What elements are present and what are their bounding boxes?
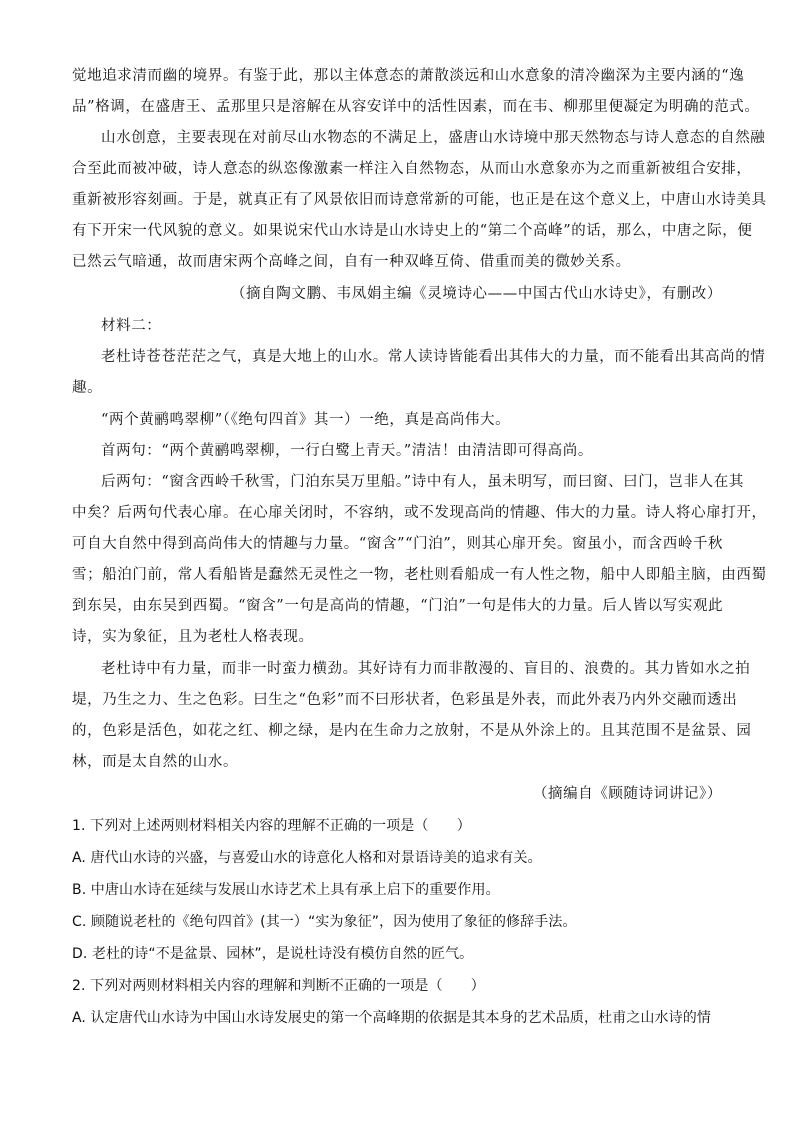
text-line: 趣。	[72, 380, 103, 396]
text-line: 合至此而被冲破，诗人意态的纵恣像激素一样注入自然物态，从而山水意象亦为之而重新被组合安排，	[72, 161, 752, 177]
question-stem: 1. 下列对上述两则材料相关内容的理解不正确的一项是（ ）	[72, 818, 471, 834]
option-a: A. 唐代山水诗的兴盛，与喜爱山水的诗意化人格和对景语诗美的追求有关。	[72, 850, 542, 866]
text-line: 老杜诗苍苍茫茫之气，真是大地上的山水。常人读诗皆能看出其伟大的力量，而不能看出其高尚的情	[101, 349, 766, 365]
text-line: 到东吴，由东吴到西蜀。“窗含”一句是高尚的情趣，“门泊”一句是伟大的力量。后人皆以写实观此	[72, 598, 724, 614]
text-line: 重新被形容刻画。于是，就真正有了风景依旧而诗意常新的可能，也正是在这个意义上，中唐山水诗美具	[72, 192, 767, 208]
option-d: D. 老杜的诗“不是盆景、园林”，是说杜诗没有模仿自然的匠气。	[72, 946, 474, 962]
text-line: 中矣？后两句代表心扉。在心扉关闭时，不容纳，或不发现高尚的情趣、伟大的力量。诗人将心扉打开，	[72, 505, 767, 521]
text-line: 后两句：“窗含西岭千秋雪，门泊东吴万里船。”诗中有人，虽未明写，而曰窗、曰门，岂非人在其	[101, 474, 744, 490]
section-heading: 材料二：	[101, 318, 162, 334]
text-line: 雪；船泊门前，常人看船皆是蠢然无灵性之一物，老杜则看船成一有人性之物，船中人即船主脑，由西蜀	[72, 567, 767, 583]
text-line: 觉地追求清而幽的境界。有鉴于此，那以主体意态的萧散淡远和山水意象的清冷幽深为主要内涵的“逸	[72, 68, 745, 84]
source-citation: （摘自陶文鹏、韦凤娟主编《灵境诗心——中国古代山水诗史》，有删改）	[230, 286, 722, 302]
text-line: 有下开宋一代风貌的意义。如果说宋代山水诗是山水诗史上的“第二个高峰”的话，那么，中唐之际，便	[72, 223, 753, 239]
text-line: “两个黄鹂鸣翠柳”（《绝句四首》其一）一绝，真是高尚伟大。	[101, 412, 511, 428]
source-citation: （摘编自《顾随诗词讲记》）	[532, 786, 722, 802]
text-line: 首两句：“两个黄鹂鸣翠柳，一行白鹭上青天。”清洁！由清洁即可得高尚。	[101, 443, 593, 459]
text-line: 可自大自然中得到高尚伟大的情趣与力量。“窗含”“门泊”，则其心扉开矣。窗虽小，而含西岭千秋	[72, 536, 724, 552]
text-line: 品”格调，在盛唐王、孟那里只是溶解在从容安详中的活性因素，而在韦、柳那里便凝定为明确的范式。	[72, 99, 760, 115]
text-line: 林，而是太自然的山水。	[72, 754, 239, 770]
text-line: 堤，乃生之力、生之色彩。曰生之“色彩”而不曰形状者，色彩虽是外表，而此外表乃内外交融而透出	[72, 692, 738, 708]
text-line: 已然云气暗通，故而唐宋两个高峰之间，自有一种双峰互倚、借重而美的微妙关系。	[72, 254, 631, 270]
text-line: 老杜诗中有力量，而非一时蛮力横劲。其好诗有力而非散漫的、盲目的、浪费的。其力皆如水之拍	[101, 661, 751, 677]
text-line: 山水创意，主要表现在对前尽山水物态的不满足上，盛唐山水诗境中那天然物态与诗人意态的自然融	[101, 130, 766, 146]
option-b: B. 中唐山水诗在延续与发展山水诗艺术上具有承上启下的重要作用。	[72, 882, 500, 898]
option-c: C. 顾随说老杜的《绝句四首》(其一）“实为象征”，因为使用了象征的修辞手法。	[72, 914, 577, 930]
text-line: 的，色彩是活色，如花之红、柳之绿，是内在生命力之放射，不是从外涂上的。且其范围不是盆景、园	[72, 723, 752, 739]
question-stem: 2. 下列对两则材料相关内容的理解和判断不正确的一项是（ ）	[72, 978, 485, 994]
option-a: A. 认定唐代山水诗为中国山水诗发展史的第一个高峰期的依据是其本身的艺术品质，杜甫之山水诗的情	[72, 1010, 711, 1026]
text-line: 诗，实为象征，且为老杜人格表现。	[72, 629, 314, 645]
